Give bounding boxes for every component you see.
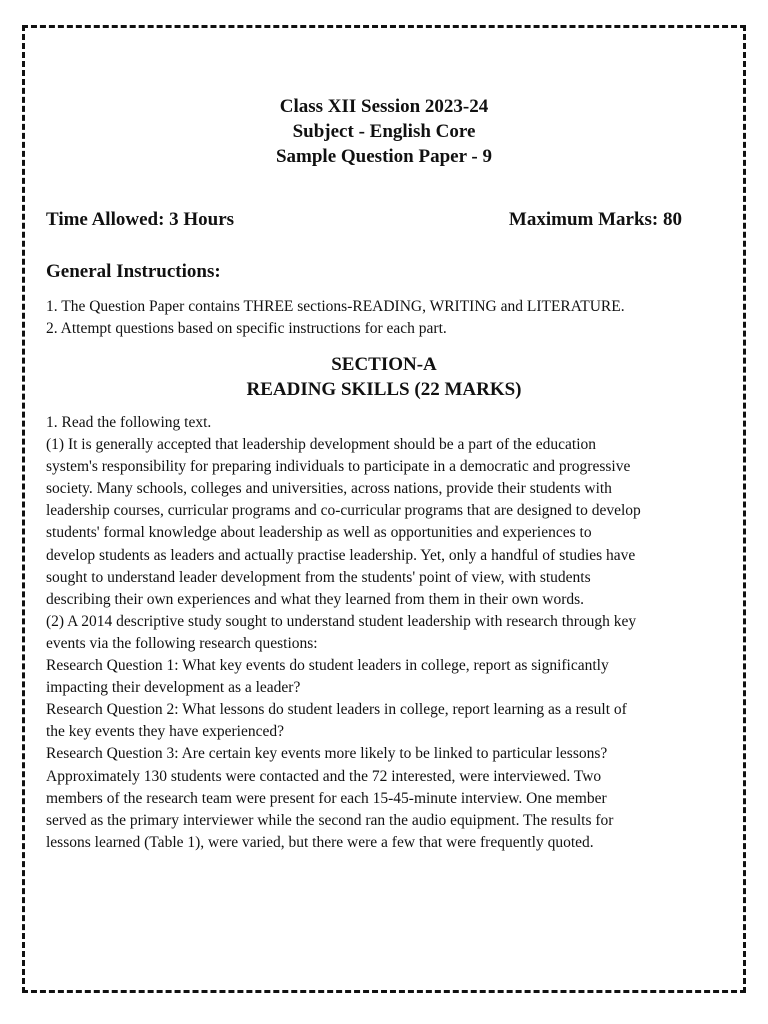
section-title: SECTION-A: [331, 354, 437, 375]
passage-line: system's responsibility for preparing individuals to participate in a democratic and progressive: [46, 458, 631, 476]
passage-line: 1. Read the following text.: [46, 414, 212, 431]
class-session: Class XII Session 2023-24: [279, 96, 489, 117]
passage-line: (2) A 2014 descriptive study sought to understand student leadership with research through key: [46, 612, 637, 630]
passage-line: students' formal knowledge about leadership as well as opportunities and experiences to: [46, 524, 592, 542]
passage-line: society. Many schools, colleges and universities, across nations, provide their students with: [46, 480, 612, 498]
subject-title: Subject - English Core: [292, 121, 476, 142]
maximum-marks: Maximum Marks: 80: [508, 209, 682, 230]
section-subtitle: READING SKILLS (22 MARKS): [246, 379, 522, 400]
passage-line: served as the primary interviewer while the second ran the audio equipment. The results for: [46, 811, 614, 829]
passage-line: describing their own experiences and what they learned from them in their own words.: [46, 590, 585, 608]
passage-line: leadership courses, curricular programs and co-curricular programs that are designed to develop: [46, 502, 641, 520]
passage-line: members of the research team were present for each 15-45-minute interview. One member: [46, 789, 607, 807]
paper-header: [0, 94, 768, 169]
passage-line: impacting their development as a leader?: [46, 679, 301, 697]
passage-line: Research Question 3: Are certain key events more likely to be linked to particular lessons?: [46, 745, 608, 763]
passage-line: develop students as leaders and actually practise leadership. Yet, only a handful of studies have: [46, 546, 636, 564]
instruction-item: 1. The Question Paper contains THREE sections-READING, WRITING and LITERATURE.: [46, 298, 625, 315]
paper-title: Sample Question Paper - 9: [275, 146, 493, 167]
reading-passage: [46, 412, 722, 854]
passage-line: the key events they have experienced?: [46, 723, 284, 741]
passage-line: Research Question 1: What key events do student leaders in college, report as significantly: [46, 657, 609, 675]
passage-line: Approximately 130 students were contacted and the 72 interested, were interviewed. Two: [46, 767, 602, 785]
passage-line: Research Question 2: What lessons do student leaders in college, report learning as a result of: [46, 701, 627, 719]
general-instructions-list: [46, 296, 736, 340]
general-instructions-title: General Instructions:: [46, 261, 221, 282]
passage-line: lessons learned (Table 1), were varied, but there were a few that were frequently quoted.: [46, 833, 594, 851]
time-allowed: Time Allowed: 3 Hours: [46, 209, 235, 230]
passage-line: (1) It is generally accepted that leadership development should be a part of the education: [46, 436, 597, 454]
instruction-item: 2. Attempt questions based on specific instructions for each part.: [46, 320, 447, 337]
time-marks-row: [46, 207, 682, 232]
section-heading: [0, 352, 768, 402]
passage-line: events via the following research questions:: [46, 634, 318, 652]
passage-line: sought to understand leader development from the students' point of view, with students: [46, 568, 591, 586]
